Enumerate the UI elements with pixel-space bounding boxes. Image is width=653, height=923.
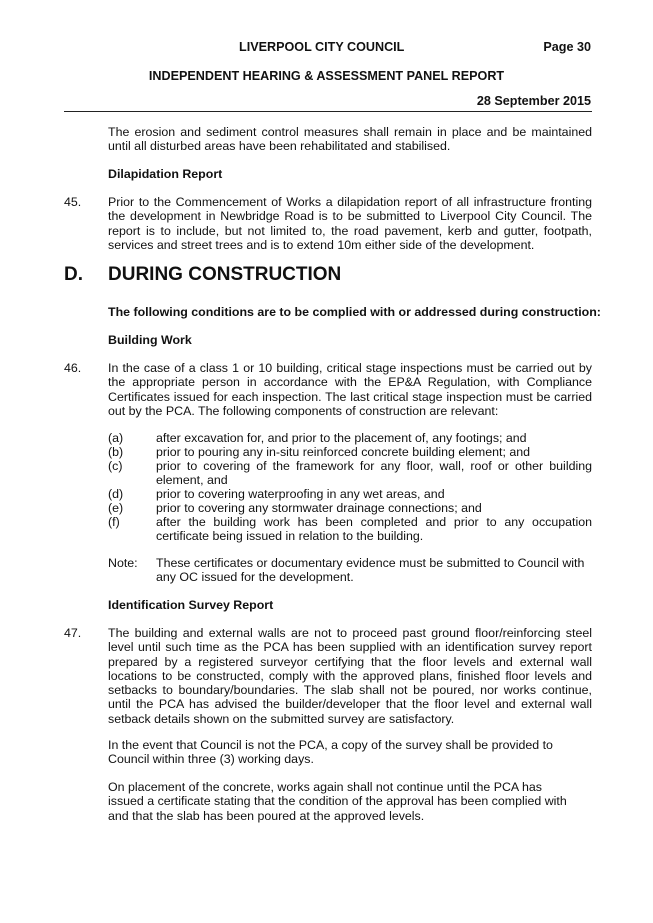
item-text: prior to covering any stormwater drainage connections; and bbox=[156, 501, 482, 515]
item-label: (d) bbox=[108, 487, 124, 501]
condition-number-46: 46. bbox=[64, 361, 82, 375]
report-title: INDEPENDENT HEARING & ASSESSMENT PANEL REPORT bbox=[148, 69, 505, 83]
condition-number-45: 45. bbox=[64, 195, 82, 209]
item-text: after the building work has been completed and prior to any occupation certificate being issued in relation to the building. bbox=[156, 515, 592, 544]
item-label: (e) bbox=[108, 501, 124, 515]
item-text: prior to covering of the framework for any floor, wall, roof or other building element, and bbox=[156, 459, 592, 488]
condition-number-47: 47. bbox=[64, 626, 82, 640]
report-date: 28 September 2015 bbox=[476, 94, 591, 108]
note-text: These certificates or documentary evidence must be submitted to Council with any OC issued for the development. bbox=[156, 556, 585, 585]
item-label: (a) bbox=[108, 431, 124, 445]
erosion-paragraph: The erosion and sediment control measures shall remain in place and be maintained until all disturbed areas have been rehabilitated and stabilised. bbox=[108, 125, 592, 154]
dilapidation-text: Prior to the Commencement of Works a dilapidation report of all infrastructure fronting the development in Newbridge Road is to be submitted to Liverpool City Council. The report is to include, but not limited to, the road pavement, kerb and gutter, footpath, services and street trees and is to extend 10m either side of the development. bbox=[108, 195, 592, 252]
section-title: DURING CONSTRUCTION bbox=[108, 264, 342, 285]
item-label: (c) bbox=[108, 459, 123, 473]
survey-paragraph-3: On placement of the concrete, works again shall not continue until the PCA has issued a certificate stating that the condition of the approval has been complied with and that the slab has been poured at the approved levels. bbox=[108, 780, 567, 823]
header-rule bbox=[64, 111, 592, 112]
note-label: Note: bbox=[108, 556, 138, 570]
page-number: Page 30 bbox=[543, 40, 591, 54]
item-text: prior to covering waterproofing in any wet areas, and bbox=[156, 487, 445, 501]
dilapidation-heading: Dilapidation Report bbox=[108, 167, 223, 181]
section-letter: D. bbox=[64, 264, 83, 285]
council-name: LIVERPOOL CITY COUNCIL bbox=[239, 40, 405, 54]
survey-paragraph-2: In the event that Council is not the PCA, a copy of the survey shall be provided to Council within three (3) working days. bbox=[108, 738, 553, 767]
item-label: (b) bbox=[108, 445, 124, 459]
item-text: prior to pouring any in-situ reinforced concrete building element; and bbox=[156, 445, 531, 459]
item-text: after excavation for, and prior to the placement of, any footings; and bbox=[156, 431, 527, 445]
building-work-text: In the case of a class 1 or 10 building, critical stage inspections must be carried out by the appropriate person in accordance with the EP&A Regulation, with Compliance Certificates issued for each inspection. The last critical stage inspection must be carried out by the PCA. The following components of construction are relevant: bbox=[108, 361, 592, 418]
building-work-heading: Building Work bbox=[108, 333, 192, 347]
section-intro: The following conditions are to be complied with or addressed during construction: bbox=[108, 305, 601, 319]
survey-text: The building and external walls are not to proceed past ground floor/reinforcing steel level until such time as the PCA has been supplied with an identification survey report prepared by a registered surveyor certifying that the floor levels and external wall locations to be constructed, comply with the approved plans, finished floor levels and setbacks to boundary/boundaries. The slab shall not be poured, nor works continue, until the PCA has advised the builder/developer that the floor level and external wall setback details shown on the submitted survey are satisfactory. bbox=[108, 626, 592, 726]
survey-heading: Identification Survey Report bbox=[108, 598, 274, 612]
item-label: (f) bbox=[108, 515, 120, 529]
